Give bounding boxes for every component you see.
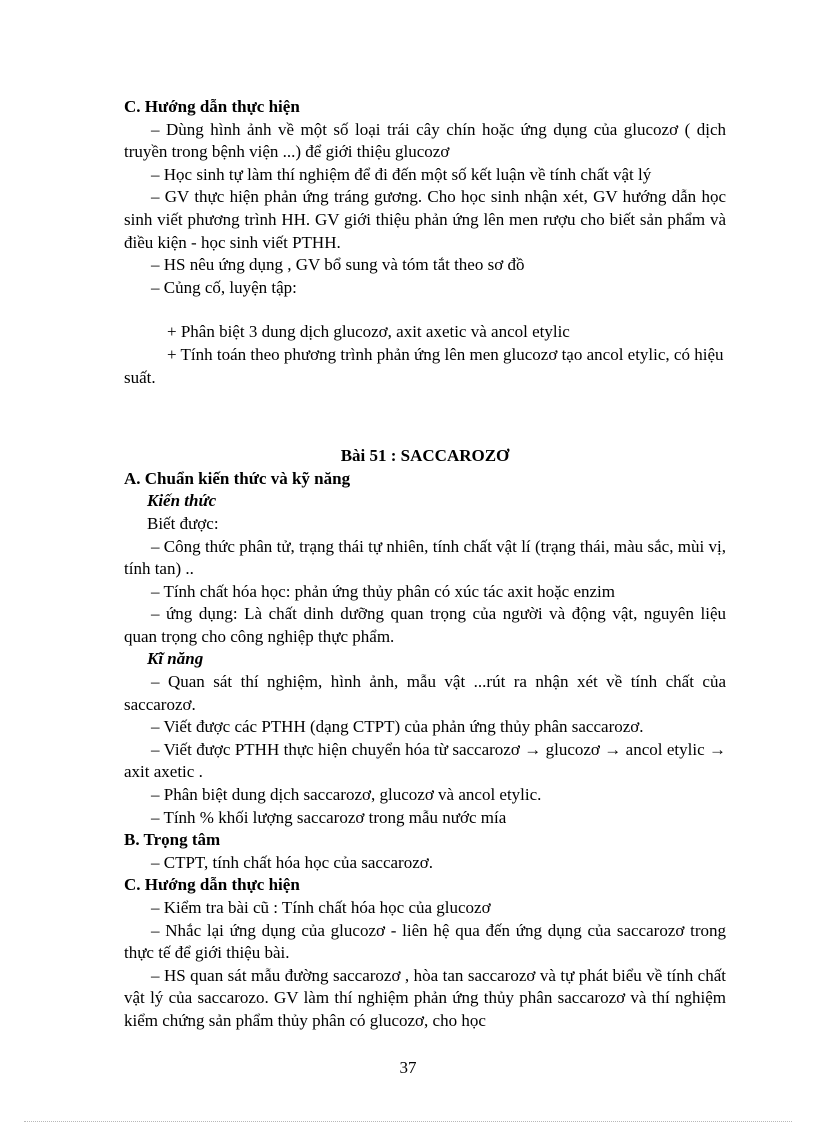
practice-item: + Phân biệt 3 dung dịch glucozơ, axit axetic và ancol etylic	[167, 322, 570, 342]
knowledge-label: Kiến thức	[147, 491, 217, 511]
practice-item: + Tính toán theo phương trình phản ứng lên men glucozơ tạo ancol etylic, có hiệu suất.	[124, 344, 724, 387]
section-b-heading: B. Trọng tâm	[124, 830, 221, 850]
section-c-item: – Nhắc lại ứng dụng của glucozơ - liên hệ qua đến ứng dụng của saccarozơ trong thực tế để giới thiệu bài.	[124, 920, 726, 963]
knowledge-item: – Công thức phân tử, trạng thái tự nhiên, tính chất vật lí (trạng thái, màu sắc, mùi vị, tính tan) ..	[124, 536, 726, 579]
lesson-title: Bài 51 : SACCAROZƠ	[340, 446, 510, 466]
knowledge-item: – ứng dụng: Là chất dinh dưỡng quan trọng của người và động vật, nguyên liệu quan trọng cho công nghiệp thực phẩm.	[124, 604, 726, 646]
skills-item: – Viết được PTHH thực hiện chuyển hóa từ saccarozơ → glucozơ → ancol etylic → axit axetic .	[124, 739, 726, 782]
knowledge-item: – Tính chất hóa học: phản ứng thủy phân có xúc tác axit hoặc enzim	[151, 581, 615, 601]
section-c-item: – HS quan sát mẫu đường saccarozơ , hòa tan saccarozơ và tự phát biểu về tính chất vật lý của saccarozo. GV làm thí nghiệm phản ứng thủy phân saccarozơ và thí nghiệm kiểm chứng sản phẩm thủy phân có glucozơ, cho học	[124, 965, 726, 1030]
blank-gap	[124, 389, 726, 445]
blank-line	[124, 299, 726, 321]
skills-label: Kĩ năng	[147, 649, 204, 669]
knowledge-intro: Biết được:	[147, 513, 219, 533]
section-a-heading: A. Chuẩn kiến thức và kỹ năng	[124, 468, 351, 488]
section-c1-item: – GV thực hiện phản ứng tráng gương. Cho học sinh nhận xét, GV hướng dẫn học sinh viết phương trình HH. GV giới thiệu phản ứng lên men rượu cho biết sản phẩm và điều kiện - học sinh viết PTHH.	[124, 187, 726, 252]
skills-item: – Quan sát thí nghiệm, hình ảnh, mẫu vật ...rút ra nhận xét về tính chất của saccarozơ.	[124, 672, 726, 714]
section-b-item: – CTPT, tính chất hóa học của saccarozơ.	[151, 852, 433, 872]
section-c1-item: – HS nêu ứng dụng , GV bổ sung và tóm tắt theo sơ đồ	[151, 255, 525, 275]
section-c1-item: – Học sinh tự làm thí nghiệm để đi đến một số kết luận về tính chất vật lý	[151, 164, 652, 184]
section-c-item: – Kiểm tra bài cũ : Tính chất hóa học của glucozơ	[151, 898, 491, 917]
skills-item: – Tính % khối lượng saccarozơ trong mẫu nước mía	[151, 807, 507, 827]
skills-item: – Viết được các PTHH (dạng CTPT) của phản ứng thủy phân saccarozơ.	[151, 717, 644, 737]
page-bottom-divider	[24, 1121, 792, 1122]
page-content	[124, 96, 726, 1033]
section-c1-item: – Dùng hình ảnh về một số loại trái cây chín hoặc ứng dụng của glucozơ ( dịch truyền trong bệnh viện ...) để giới thiệu glucozơ	[124, 119, 726, 162]
page-number: 37	[399, 1058, 417, 1077]
section-c1-heading: C. Hướng dẫn thực hiện	[124, 97, 300, 116]
section-c1-item: – Củng cố, luyện tập:	[151, 277, 297, 297]
skills-item: – Phân biệt dung dịch saccarozơ, glucozơ và ancol etylic.	[151, 785, 542, 805]
section-c-heading: C. Hướng dẫn thực hiện	[124, 875, 300, 895]
